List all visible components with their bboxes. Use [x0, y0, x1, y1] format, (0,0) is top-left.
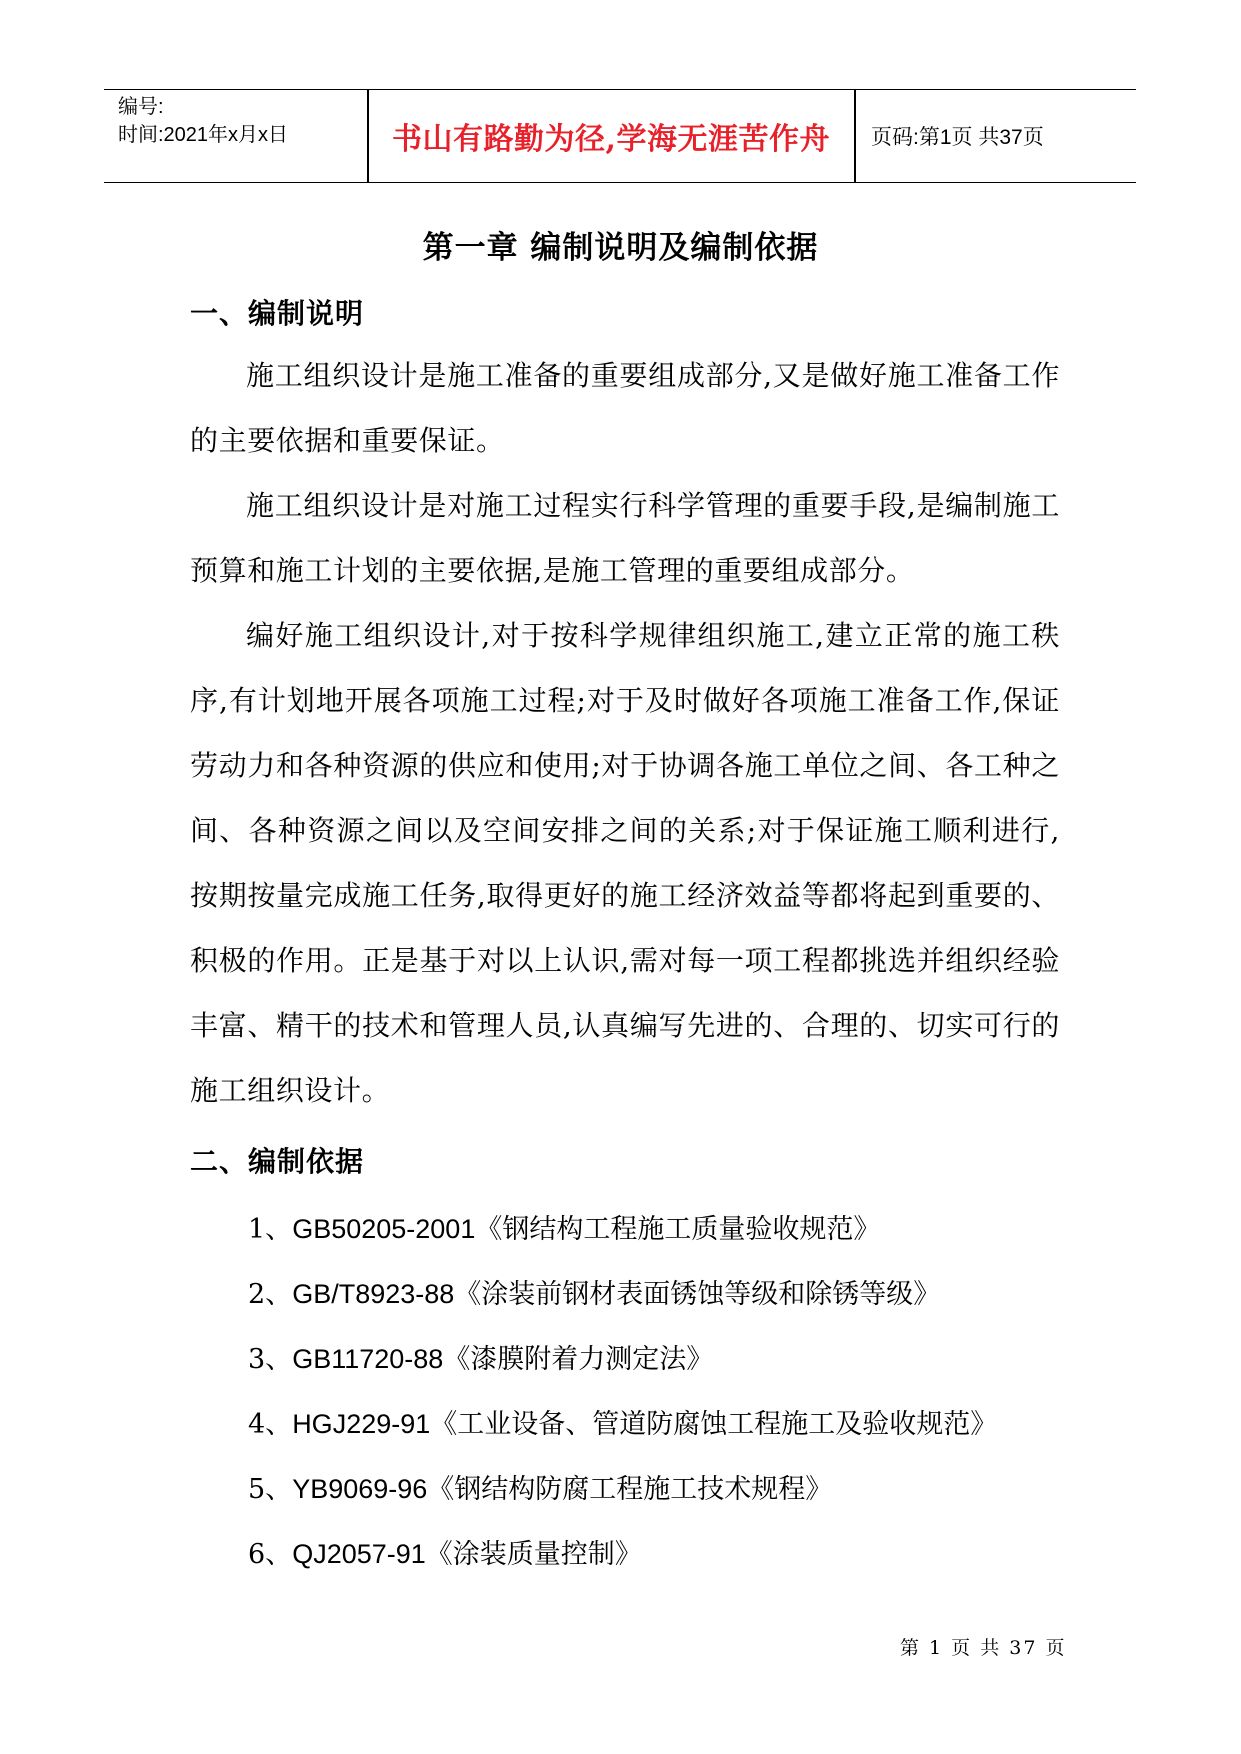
- header-page-label: 页码:第1页 共37页: [871, 126, 1044, 149]
- reference-code: GB50205-2001: [292, 1214, 476, 1244]
- page-footer: 第 1 页 共 37 页: [900, 1637, 1067, 1659]
- reference-number: 1、: [248, 1214, 293, 1245]
- reference-code: GB11720-88: [292, 1344, 444, 1374]
- page-header: [104, 89, 1136, 183]
- reference-item: [248, 1327, 997, 1392]
- reference-title: 《涂装质量控制》: [425, 1539, 642, 1570]
- reference-title: 《钢结构防腐工程施工技术规程》: [427, 1474, 833, 1505]
- reference-number: 3、: [248, 1344, 293, 1375]
- reference-code: GB/T8923-88: [292, 1279, 455, 1309]
- paragraph: 编好施工组织设计,对于按科学规律组织施工,建立正常的施工秩序,有计划地开展各项施工过程;对于及时做好各项施工准备工作,保证劳动力和各种资源的供应和使用;对于协调各施工单位之间、各工种之间、各种资源之间以及空间安排之间的关系;对于保证施工顺利进行,按期按量完成施工任务,取得更好的施工经济效益等都将起到重要的、积极的作用。正是基于对以上认识,需对每一项工程都挑选并组织经验丰富、精干的技术和管理人员,认真编写先进的、合理的、切实可行的施工组织设计。: [190, 619, 1060, 1107]
- reference-number: 4、: [248, 1409, 293, 1440]
- reference-title: 《钢结构工程施工质量验收规范》: [475, 1214, 881, 1245]
- header-meta: [118, 93, 288, 149]
- section-heading-basis: 二、编制依据: [190, 1145, 365, 1178]
- reference-title: 《工业设备、管道防腐蚀工程施工及验收规范》: [430, 1409, 998, 1440]
- section-heading-description: 一、编制说明: [190, 297, 365, 330]
- paragraph: 施工组织设计是施工准备的重要组成部分,又是做好施工准备工作的主要依据和重要保证。: [190, 359, 1060, 457]
- paragraph: 施工组织设计是对施工过程实行科学管理的重要手段,是编制施工预算和施工计划的主要依据,是施工管理的重要组成部分。: [190, 489, 1060, 587]
- reference-number: 5、: [248, 1474, 293, 1505]
- reference-code: HGJ229-91: [292, 1409, 431, 1439]
- header-motto: 书山有路勤为径,学海无涯苦作舟: [392, 122, 830, 157]
- reference-item: [248, 1392, 997, 1457]
- reference-code: YB9069-96: [292, 1474, 428, 1504]
- reference-title: 《涂装前钢材表面锈蚀等级和除锈等级》: [454, 1279, 941, 1310]
- header-number-label: 编号:: [118, 96, 164, 118]
- chapter-title: 第一章 编制说明及编制依据: [422, 230, 819, 266]
- header-divider: [854, 90, 856, 182]
- header-time-label: 时间:2021年x月x日: [118, 124, 289, 146]
- reference-item: [248, 1457, 997, 1522]
- reference-number: 6、: [248, 1539, 293, 1570]
- reference-item: [248, 1262, 997, 1327]
- reference-code: QJ2057-91: [292, 1539, 426, 1569]
- reference-item: [248, 1197, 997, 1262]
- reference-item: [248, 1522, 997, 1587]
- reference-number: 2、: [248, 1279, 293, 1310]
- reference-list: [248, 1197, 997, 1587]
- reference-title: 《漆膜附着力测定法》: [443, 1344, 714, 1375]
